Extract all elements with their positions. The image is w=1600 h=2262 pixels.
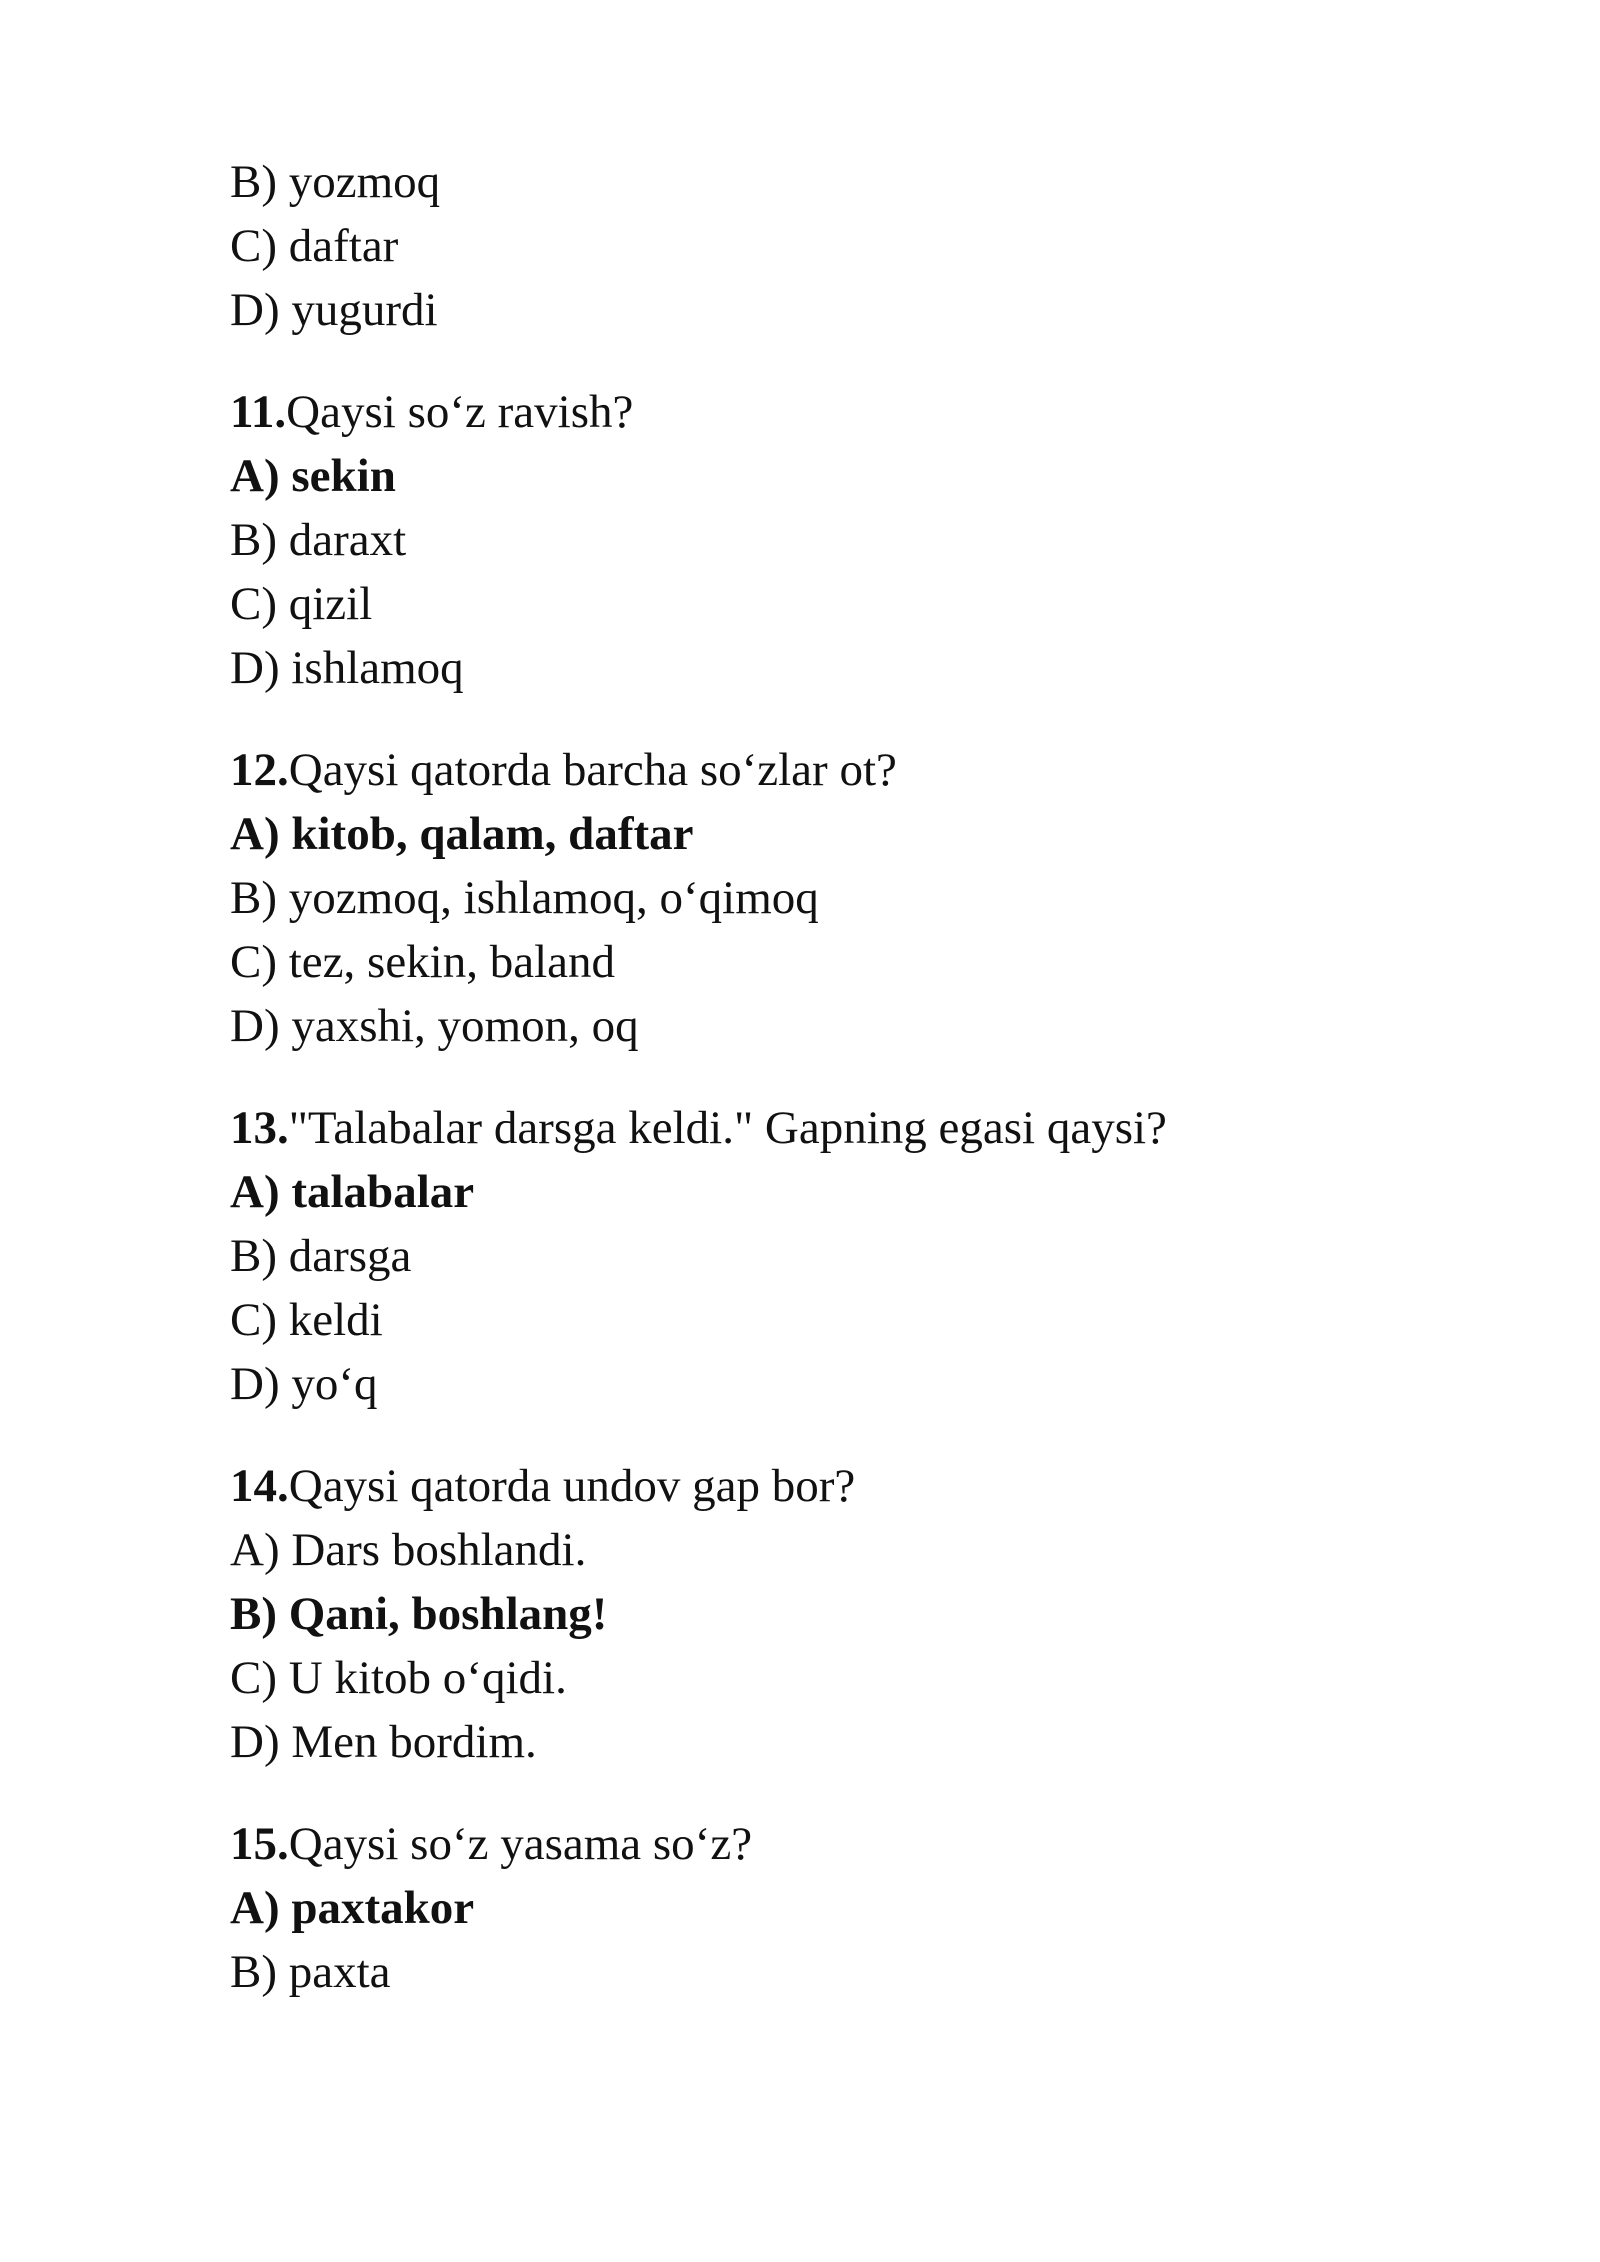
question-15 — [230, 1812, 1430, 2004]
question-14 — [230, 1454, 1430, 1774]
option-line: B) darsga — [230, 1230, 412, 1282]
question-text: Qaysi qatorda barcha so‘zlar ot? — [288, 744, 897, 796]
question-11 — [230, 380, 1430, 700]
option-line: D) yo‘q — [230, 1358, 378, 1410]
option-line: C) qizil — [230, 578, 373, 630]
option-line: C) tez, sekin, baland — [230, 936, 616, 988]
option-line: B) yozmoq — [230, 156, 441, 208]
question-text: Qaysi qatorda undov gap bor? — [288, 1460, 856, 1512]
option-line: D) ishlamoq — [230, 642, 464, 694]
correct-option-line: A) talabalar — [230, 1166, 475, 1218]
question-line — [230, 380, 1430, 444]
option-line: B) yozmoq, ishlamoq, o‘qimoq — [230, 872, 819, 924]
correct-option-line: A) sekin — [230, 450, 396, 502]
continued-options — [230, 150, 1430, 342]
option-line: D) yaxshi, yomon, oq — [230, 1000, 639, 1052]
question-line — [230, 1812, 1430, 1876]
question-number: 12. — [230, 744, 289, 796]
question-line — [230, 738, 1430, 802]
option-line: C) daftar — [230, 220, 399, 272]
option-line: B) paxta — [230, 1946, 391, 1998]
question-text: "Talabalar darsga keldi." Gapning egasi qaysi? — [288, 1102, 1167, 1154]
option-line: C) U kitob o‘qidi. — [230, 1652, 567, 1704]
correct-option-line: B) Qani, boshlang! — [230, 1588, 608, 1640]
quiz-content — [230, 150, 1430, 2004]
correct-option-line: A) paxtakor — [230, 1882, 475, 1934]
question-line — [230, 1096, 1430, 1160]
question-number: 11. — [230, 386, 287, 438]
question-line — [230, 1454, 1430, 1518]
option-line: D) yugurdi — [230, 284, 438, 336]
question-number: 15. — [230, 1818, 289, 1870]
question-text: Qaysi so‘z yasama so‘z? — [288, 1818, 753, 1870]
question-number: 13. — [230, 1102, 289, 1154]
question-text: Qaysi so‘z ravish? — [286, 386, 634, 438]
option-line: B) daraxt — [230, 514, 407, 566]
question-13 — [230, 1096, 1430, 1416]
correct-option-line: A) kitob, qalam, daftar — [230, 808, 694, 860]
option-line: A) Dars boshlandi. — [230, 1524, 587, 1576]
option-line: C) keldi — [230, 1294, 383, 1346]
question-number: 14. — [230, 1460, 289, 1512]
question-12 — [230, 738, 1430, 1058]
option-line: D) Men bordim. — [230, 1716, 537, 1768]
